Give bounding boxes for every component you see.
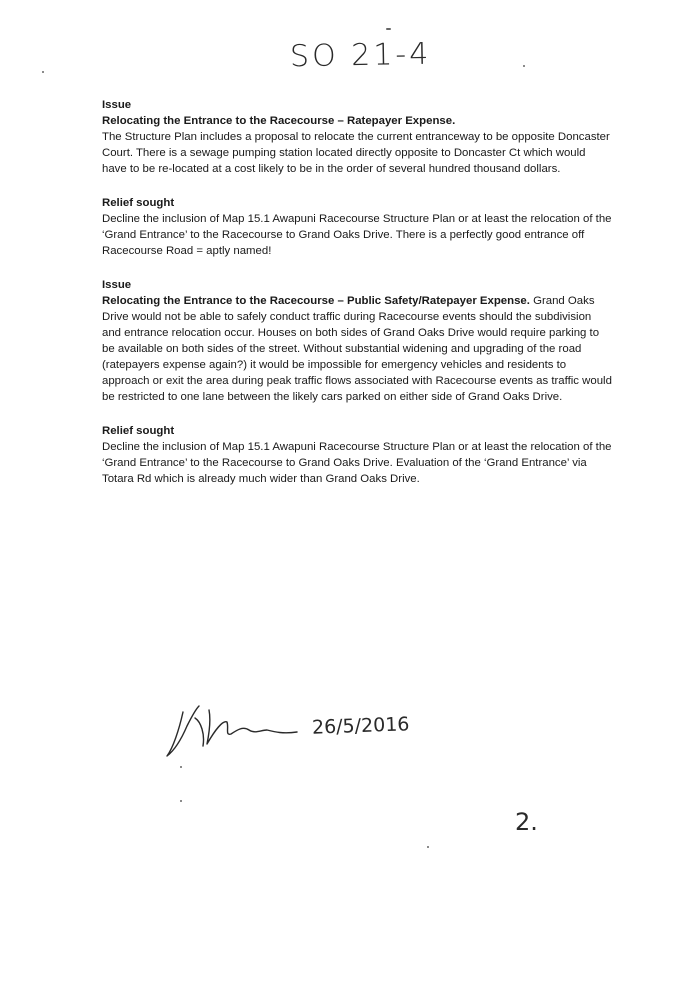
scan-speck (42, 71, 44, 73)
section-heading: Relief sought (102, 197, 175, 209)
scan-speck (180, 766, 182, 768)
section-body-with-lead (102, 293, 612, 405)
section-subheading: Relocating the Entrance to the Racecourse – Ratepayer Expense. (102, 115, 456, 127)
section-body: The Structure Plan includes a proposal to relocate the current entranceway to be opposite Doncaster Court. There is a sewage pumping station located directly opposite to Doncaster Ct which would have to be re-located at a cost likely to be in the order of several hundred thousand dollars. (102, 131, 610, 175)
relief-section-1 (102, 195, 612, 259)
scan-speck (427, 846, 429, 848)
section-heading: Relief sought (102, 425, 175, 437)
section-heading: Issue (102, 279, 132, 291)
issue-section-1 (102, 97, 612, 177)
section-body: Decline the inclusion of Map 15.1 Awapuni Racecourse Structure Plan or at least the relocation of the ‘Grand Entrance’ to the Racecourse to Grand Oaks Drive. Evaluation of the ‘Grand Entrance’ via Totara Rd which is already much wider than Grand Oaks Drive. (102, 441, 612, 485)
issue-section-2 (102, 277, 612, 405)
section-subheading: Relocating the Entrance to the Racecourse – Public Safety/Ratepayer Expense. (102, 295, 530, 307)
relief-section-2 (102, 423, 612, 487)
section-heading: Issue (102, 99, 132, 111)
document-body (102, 97, 612, 505)
scan-speck (180, 800, 182, 802)
page-number: 2. (515, 808, 538, 836)
signature-date: 26/5/2016 (311, 713, 410, 739)
scan-speck (523, 65, 525, 67)
scan-speck (386, 28, 391, 30)
section-body: Grand Oaks Drive would not be able to safely conduct traffic during Racecourse events should the subdivision and entrance relocation occur. Houses on both sides of Grand Oaks Drive would require parking to be available on both sides of the street. Without substantial widening and upgrading of the road (ratepayers expense again?) it would be impossible for emergency vehicles and residents to approach or exit the area during peak traffic flows associated with Racecourse events as traffic would be restricted to one lane between the likely cars parked on either side of Grand Oaks Drive. (102, 295, 612, 403)
section-body: Decline the inclusion of Map 15.1 Awapuni Racecourse Structure Plan or at least the relocation of the ‘Grand Entrance’ to the Racecourse to Grand Oaks Drive. There is a perfectly good entrance off Racecourse Road = aptly named! (102, 213, 612, 257)
reference-number: SO 21-4 (289, 36, 432, 75)
